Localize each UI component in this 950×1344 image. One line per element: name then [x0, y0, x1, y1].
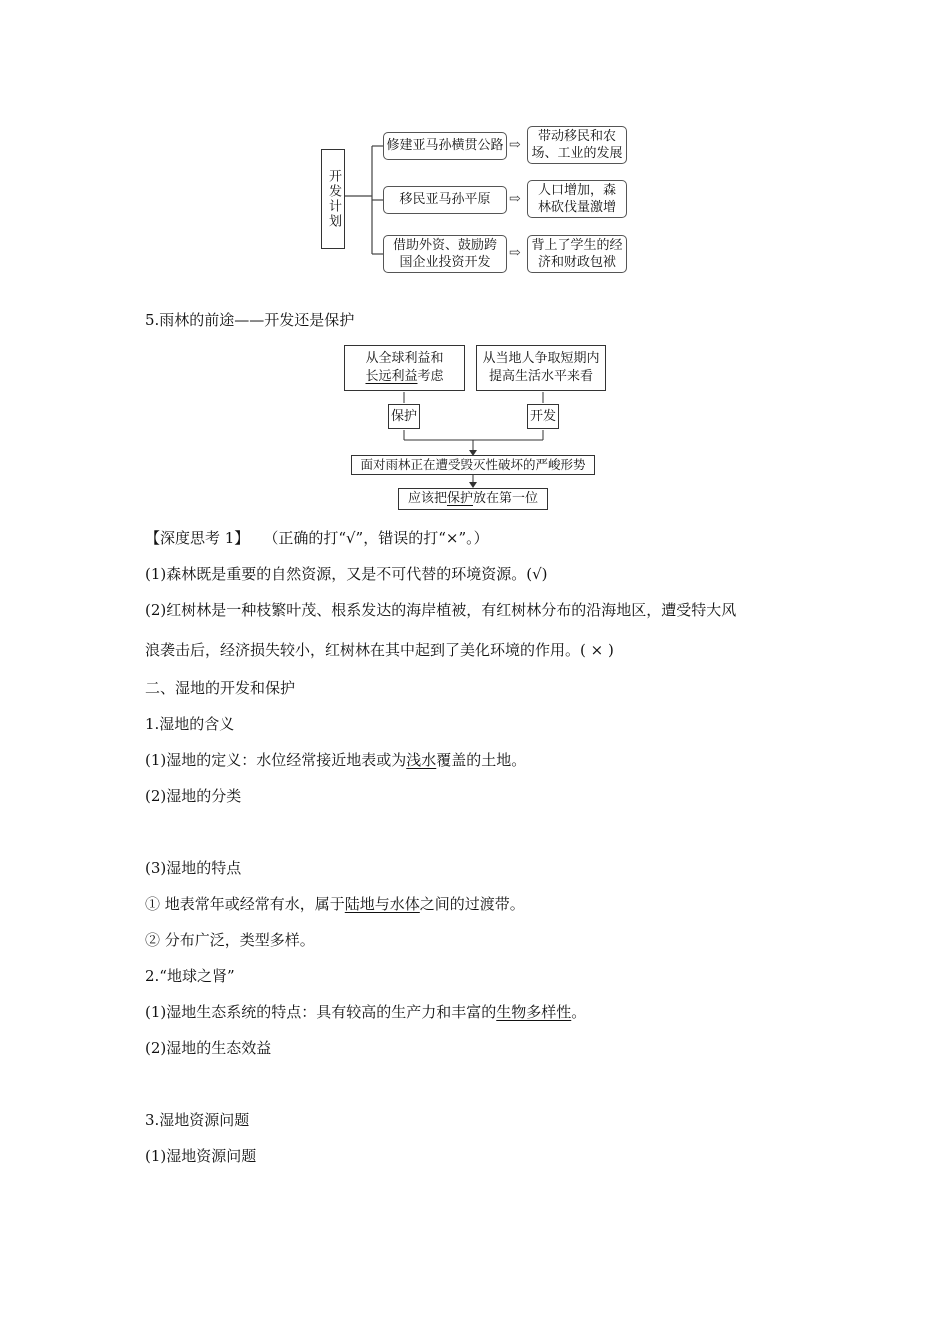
- wetland-heading: 二、湿地的开发和保护: [145, 679, 296, 697]
- diagram2-connectors: [0, 0, 950, 520]
- think-instruction: （正确的打“√”，错误的打“×”。）: [263, 529, 489, 547]
- plan-root-label: 开发计划: [326, 169, 341, 229]
- section-title: 5.雨林的前途——开发还是保护: [145, 311, 355, 329]
- wetland-s3: 3.湿地资源问题: [145, 1111, 250, 1129]
- wetland-resource-issues: (1)湿地资源问题: [145, 1147, 257, 1165]
- protect-box: 保护: [388, 404, 420, 429]
- plan-result-burden: 背上了学生的经 济和财政包袱: [527, 235, 627, 273]
- plan-item-foreign-capital: 借助外资、鼓励跨 国企业投资开发: [383, 235, 507, 273]
- think-q1: (1)森林既是重要的自然资源，又是不可代替的环境资源。(√): [145, 565, 548, 583]
- wetland-feature-2: ② 分布广泛，类型多样。: [145, 931, 315, 949]
- arrow-right-icon: ⇨: [509, 245, 521, 261]
- think-heading: 【深度思考 1】: [145, 529, 250, 547]
- wetland-benefits: (2)湿地的生态效益: [145, 1039, 272, 1057]
- think-q2-line2: 浪袭击后，经济损失较小，红树林在其中起到了美化环境的作用。( × ): [145, 641, 614, 659]
- wetland-s2: 2.“地球之肾”: [145, 967, 235, 985]
- wetland-classification: (2)湿地的分类: [145, 787, 242, 805]
- wetland-definition: (1)湿地的定义：水位经常接近地表或为浅水覆盖的土地。: [145, 751, 527, 769]
- think-heading-line: [145, 527, 489, 549]
- arrow-right-icon: ⇨: [509, 191, 521, 207]
- local-interest-box: 从当地人争取短期内 提高生活水平来看: [476, 345, 606, 391]
- arrow-right-icon: ⇨: [509, 137, 521, 153]
- plan-item-migrate: 移民亚马孙平原: [383, 186, 507, 214]
- plan-item-highway: 修建亚马孙横贯公路: [383, 132, 507, 160]
- global-interest-box: 从全球利益和 长远利益考虑: [344, 345, 465, 391]
- wetland-ecosystem: (1)湿地生态系统的特点：具有较高的生产力和丰富的生物多样性。: [145, 1003, 587, 1021]
- wetland-feature-1: ① 地表常年或经常有水，属于陆地与水体之间的过渡带。: [145, 895, 525, 913]
- develop-box: 开发: [527, 404, 559, 429]
- plan-result-deforestation: 人口增加，森 林砍伐量激增: [527, 180, 627, 218]
- wetland-features: (3)湿地的特点: [145, 859, 242, 877]
- think-q2-line1: (2)红树林是一种枝繁叶茂、根系发达的海岸植被，有红树林分布的沿海地区，遭受特大风: [145, 601, 737, 619]
- wetland-s1: 1.湿地的含义: [145, 715, 235, 733]
- situation-box: 面对雨林正在遭受毁灭性破坏的严峻形势: [351, 455, 595, 475]
- conclusion-box: 应该把保护放在第一位: [398, 488, 548, 510]
- plan-result-migration: 带动移民和农 场、工业的发展: [527, 126, 627, 164]
